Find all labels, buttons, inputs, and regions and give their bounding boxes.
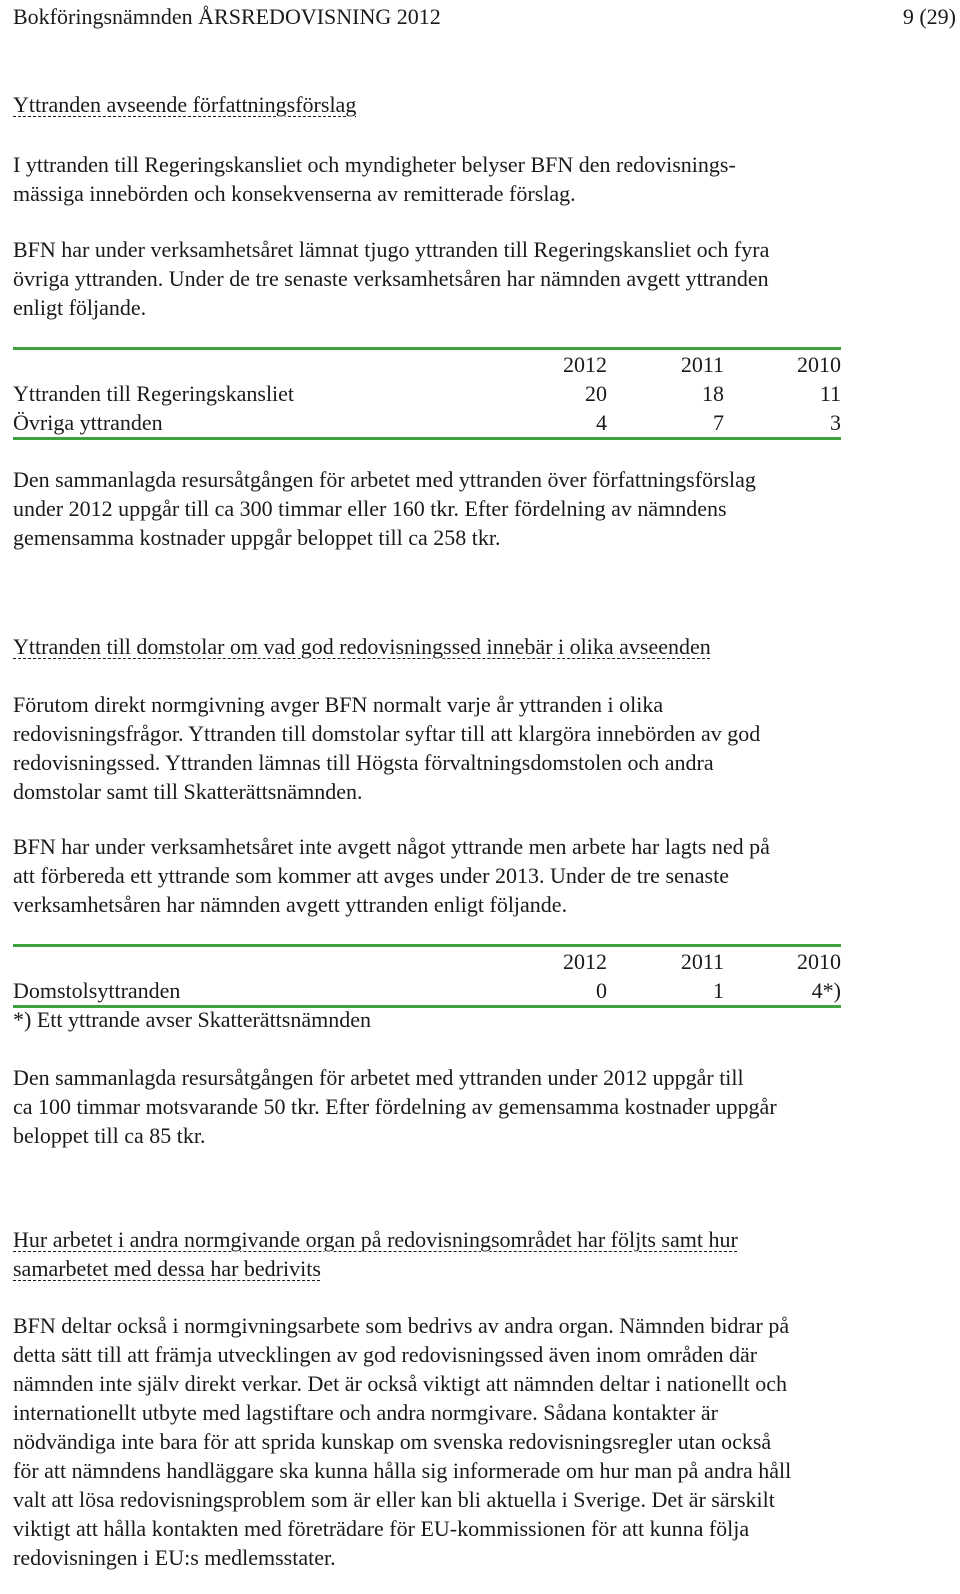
row-label: Yttranden till Regeringskansliet bbox=[13, 381, 295, 406]
text-line: nämnden inte själv direkt verkar. Det är också viktigt att nämnden deltar i nationellt och bbox=[13, 1371, 788, 1396]
text-line: domstolar samt till Skatterättsnämnden. bbox=[13, 779, 363, 804]
row-label: Domstolsyttranden bbox=[13, 978, 181, 1003]
text-line: internationellt utbyte med lagstiftare och andra normgivare. Sådana kontakter är bbox=[13, 1400, 718, 1425]
paragraph bbox=[13, 1311, 913, 1572]
table-row bbox=[13, 379, 841, 408]
table-cell: 4*) bbox=[811, 978, 841, 1003]
table-row bbox=[13, 976, 841, 1007]
text-line: beloppet till ca 85 tkr. bbox=[13, 1123, 206, 1148]
text-line: under 2012 uppgår till ca 300 timmar eller 160 tkr. Efter fördelning av nämndens bbox=[13, 496, 727, 521]
paragraph bbox=[13, 690, 913, 806]
text-line: valt att lösa redovisningsproblem som är eller kan bli aktuella i Sverige. Det är särskilt bbox=[13, 1487, 775, 1512]
heading-line: samarbetet med dessa har bedrivits bbox=[13, 1256, 321, 1281]
table-cell: 0 bbox=[596, 978, 607, 1003]
paragraph bbox=[13, 832, 913, 919]
table-header-row bbox=[13, 946, 841, 977]
domstolsyttranden-table bbox=[13, 944, 841, 1008]
section-heading-domstolar: Yttranden till domstolar om vad god redovisningssed innebär i olika avseenden bbox=[13, 634, 711, 659]
table-cell: 3 bbox=[830, 410, 841, 435]
heading-line: Hur arbetet i andra normgivande organ på redovisningsområdet har följts samt hur bbox=[13, 1227, 738, 1252]
document-header-title: Bokföringsnämnden ÅRSREDOVISNING 2012 bbox=[13, 4, 441, 29]
text-line: Den sammanlagda resursåtgången för arbetet med yttranden över författningsförslag bbox=[13, 467, 756, 492]
text-line: mässiga innebörden och konsekvenserna av remitterade förslag. bbox=[13, 181, 576, 206]
text-line: redovisningsfrågor. Yttranden till domstolar syftar till att klargöra innebörden av god bbox=[13, 721, 761, 746]
section-heading-forfattningsforslag: Yttranden avseende författningsförslag bbox=[13, 92, 357, 117]
row-label: Övriga yttranden bbox=[13, 410, 163, 435]
text-line: Förutom direkt normgivning avger BFN normalt varje år yttranden i olika bbox=[13, 692, 664, 717]
year-column-header: 2011 bbox=[680, 352, 724, 377]
year-column-header: 2012 bbox=[563, 949, 607, 974]
yttranden-table bbox=[13, 347, 841, 440]
text-line: för att nämndens handläggare ska kunna hålla sig informerade om hur man på andra håll bbox=[13, 1458, 792, 1483]
text-line: I yttranden till Regeringskansliet och myndigheter belyser BFN den redovisnings- bbox=[13, 152, 736, 177]
text-line: BFN deltar också i normgivningsarbete som bedrivs av andra organ. Nämnden bidrar på bbox=[13, 1313, 790, 1338]
year-column-header: 2010 bbox=[797, 352, 841, 377]
table-header-row bbox=[13, 349, 841, 380]
table-footnote: *) Ett yttrande avser Skatterättsnämnden bbox=[13, 1007, 371, 1032]
paragraph bbox=[13, 1063, 913, 1150]
table-cell: 1 bbox=[713, 978, 724, 1003]
text-line: BFN har under verksamhetsåret inte avgett något yttrande men arbete har lagts ned på bbox=[13, 834, 770, 859]
table-cell: 11 bbox=[819, 381, 841, 406]
table-cell: 18 bbox=[702, 381, 724, 406]
text-line: att förbereda ett yttrande som kommer att avges under 2013. Under de tre senaste bbox=[13, 863, 729, 888]
paragraph bbox=[13, 235, 913, 322]
paragraph bbox=[13, 150, 913, 208]
text-line: gemensamma kostnader uppgår beloppet till ca 258 tkr. bbox=[13, 525, 501, 550]
text-line: BFN har under verksamhetsåret lämnat tjugo yttranden till Regeringskansliet och fyra bbox=[13, 237, 770, 262]
year-column-header: 2010 bbox=[797, 949, 841, 974]
text-line: Den sammanlagda resursåtgången för arbetet med yttranden under 2012 uppgår till bbox=[13, 1065, 744, 1090]
table-cell: 20 bbox=[585, 381, 607, 406]
year-column-header: 2011 bbox=[680, 949, 724, 974]
text-line: enligt följande. bbox=[13, 295, 147, 320]
paragraph bbox=[13, 465, 913, 552]
text-line: verksamhetsåren har nämnden avgett yttranden enligt följande. bbox=[13, 892, 568, 917]
text-line: redovisningen i EU:s medlemsstater. bbox=[13, 1545, 336, 1570]
table-cell: 7 bbox=[713, 410, 724, 435]
page-number: 9 (29) bbox=[902, 4, 956, 29]
table-row bbox=[13, 408, 841, 439]
text-line: ca 100 timmar motsvarande 50 tkr. Efter fördelning av gemensamma kostnader uppgår bbox=[13, 1094, 777, 1119]
table-cell: 4 bbox=[596, 410, 607, 435]
text-line: övriga yttranden. Under de tre senaste verksamhetsåren har nämnden avgett yttranden bbox=[13, 266, 769, 291]
text-line: viktigt att hålla kontakten med företrädare för EU-kommissionen för att kunna följa bbox=[13, 1516, 750, 1541]
text-line: redovisningssed. Yttranden lämnas till Högsta förvaltningsdomstolen och andra bbox=[13, 750, 714, 775]
section-heading-normgivande-organ bbox=[13, 1225, 913, 1283]
year-column-header: 2012 bbox=[563, 352, 607, 377]
text-line: detta sätt till att främja utvecklingen av god redovisningssed även inom områden där bbox=[13, 1342, 758, 1367]
text-line: nödvändiga inte bara för att sprida kunskap om svenska redovisningsregler utan också bbox=[13, 1429, 772, 1454]
